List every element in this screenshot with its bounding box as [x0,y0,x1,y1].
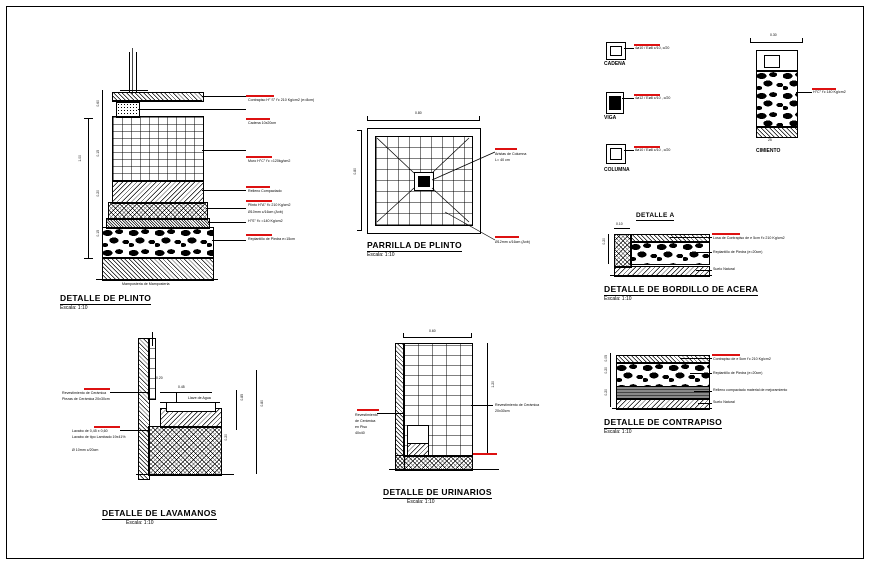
note-losa-contrapiso: Losa de Contrapiso de e 5cm f'c 210 Kg/cm2 [713,236,785,240]
title-detalle-de-plinto: DETALLE DE PLINTO [60,293,152,303]
dim-contrapiso-020b: 0.20 [604,389,608,396]
detail-parrilla-de-plinto [345,100,555,260]
note-viga-despiece: 4ø12 / Eø8 c/10 , c/20 [635,96,671,100]
note-contrapiso: Contrapiso H° S° f'c 210 Kg/cm2 (e=8cm) [248,98,315,102]
label-cadena: CADENA [604,61,626,67]
title-parrilla-de-plinto: PARRILLA DE PLINTO [367,240,462,250]
dim-contrapiso-005: 0.05 [604,355,608,362]
dim-1-00: 1.00 [78,155,82,162]
dim-urin-120: 1.20 [491,381,495,388]
note-contrapiso-replantillo: Replantillo de Piedra (e=20cm) [713,371,763,375]
dim-lav-085: 0.85 [240,394,244,401]
dim-lav-045: 0.45 [178,385,185,389]
note-columna-despiece: 8ø10 / Eø8 c/10 , c/20 [635,148,671,152]
label-columna: COLUMNA [604,167,630,173]
note-contrapiso-5cm: Contrapiso de e 5cm f'c 210 Kg/cm2 [713,357,771,361]
note-muro: Muro H°C° f'c =120kg/cm2 [248,159,291,163]
title-detalle-de-urinarios: DETALLE DE URINARIOS [383,487,492,497]
title-detalle-de-bordillo-de-acera: DETALLE DE BORDILLO DE ACERA [604,284,759,294]
detail-detalle-de-contrapiso [600,345,850,455]
scale-detalle-de-bordillo-de-acera: Escala: 1:10 [604,296,632,302]
note-cimiento-hc: H°C° f'c 140 Kg/cm2 [813,90,846,94]
note-relleno-compactado: Relleno compactado material de mejoramiento [713,388,788,392]
dim-bordillo-020: 0.20 [602,238,606,245]
note-lav-piezas: Piezas de Cerámica 20x30cm [62,397,110,401]
detail-cimiento [740,30,860,170]
note-aristas-columna-l: L= 40 cm [495,158,510,162]
dim-0-60: 0.60 [96,100,100,107]
dim-parrilla-top: 0.80 [415,111,422,115]
dim-cimiento-top: 0.30 [770,33,777,37]
note-relleno: Relleno Compactado [248,189,282,193]
scale-detalle-de-contrapiso: Escala: 1:10 [604,429,632,435]
scale-detalle-de-plinto: Escala: 1:10 [60,305,88,311]
dim-lav-020-top: 0.20 [156,376,163,380]
dim-bordillo-010: 0.10 [616,222,623,226]
detail-detalle-de-plinto [50,40,315,311]
dim-lav-080: 0.80 [260,400,264,407]
note-urin-rev-pared-2: 20x30cm [495,409,510,413]
note-contrapiso-suelo: Suelo Natural [713,400,735,404]
title-detalle-de-contrapiso: DETALLE DE CONTRAPISO [604,417,723,427]
dim-lav-020: 0.20 [224,434,228,441]
scale-detalle-de-urinarios: Escala: 1:10 [407,499,435,505]
note-mamposteria: Mamposteria de Mamposteria [122,282,170,286]
note-lav-lavabo: Lavabo de 0,45 x 0,60 [72,429,108,433]
note-urin-rev-piso-1: Revestimiento [355,413,378,417]
dim-parrilla-left: 0.80 [353,168,357,175]
title-detalle-de-lavamanos: DETALLE DE LAVAMANOS [102,508,217,518]
detail-despiece-columna [598,36,728,196]
scale-detalle-de-lavamanos: Escala: 1:10 [126,520,154,526]
note-varilla-10: Ø10mm c/16cm (Axb) [248,210,283,214]
note-replantillo-piedra: Replantillo de Piedra (e=20cm) [713,250,763,254]
note-urin-rev-piso-3: en Piso [355,425,367,429]
detail-detalle-a [600,212,850,322]
note-replantillo: Replantillo de Piedra e=15cm [248,237,296,241]
parrilla-diagonals [345,100,555,260]
dim-0-20: 0.20 [96,190,100,197]
detail-detalle-de-lavamanos [60,330,320,530]
dim-contrapiso-020a: 0.20 [604,367,608,374]
detail-detalle-de-urinarios [355,325,605,515]
dim-0-15-a: 0.15 [96,150,100,157]
title-detalle-a: DETALLE A [636,212,675,219]
dim-cimiento-25: 25 [768,138,772,142]
title-cimiento: CIMIENTO [756,148,781,154]
dim-urin-top: 0.60 [429,329,436,333]
note-lav-revestimiento: Revestimiento de Cerámica [62,391,107,395]
scale-parrilla-de-plinto: Escala: 1:10 [367,252,395,258]
note-urin-rev-pared-1: Revestimiento de Cerámica [495,403,540,407]
note-hs-140: H°S° f'c =140 Kg/cm2 [248,219,283,223]
note-plinto: Plinto H°A° f'c 210 Kg/cm2 [248,203,291,207]
note-varilla-12: Ø12mm c/16cm (Axb) [495,240,530,244]
dim-0-15-b: 0.15 [96,230,100,237]
note-aristas-columna: Aristas de Columna [495,152,527,156]
note-urin-rev-piso-2: de Cerámica [355,419,376,423]
note-urin-rev-piso-4: 40x40 [355,431,365,435]
label-viga: VIGA [604,115,617,121]
note-cadena: Cadena 10x20cm [248,121,277,125]
note-suelo-natural: Suelo Natural [713,267,735,271]
note-cadena-despiece: 4ø10 / Eø8 c/10, c/20 [635,46,670,50]
note-lav-llave: Llave de Agua [188,396,211,400]
note-lav-varilla: Ø 10mm c/20cm [72,448,99,452]
note-lav-lambado: Lavabo de tipo Lambado 19x41% [72,435,126,439]
